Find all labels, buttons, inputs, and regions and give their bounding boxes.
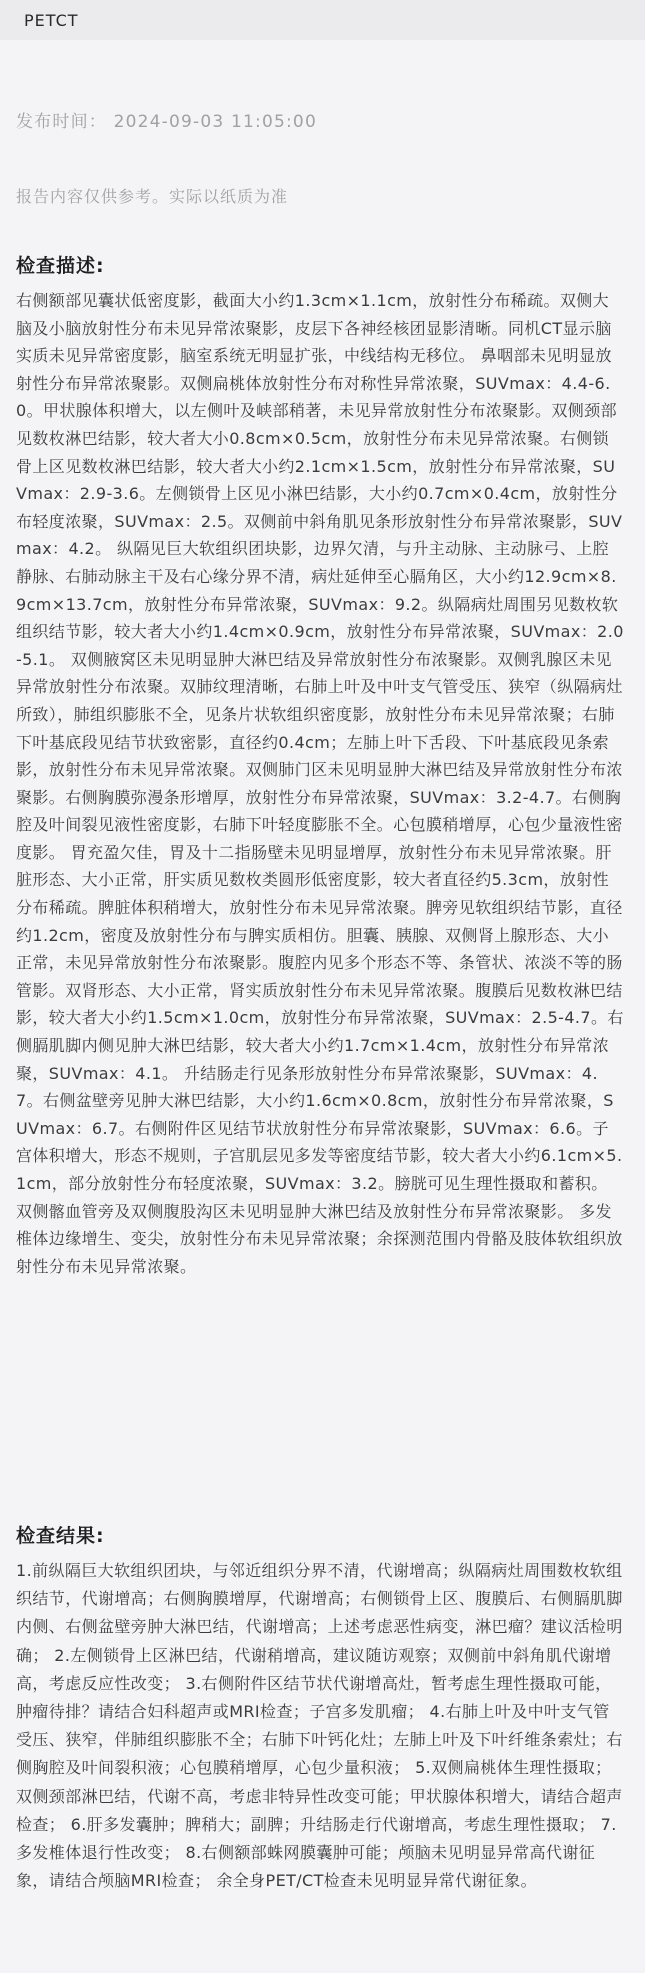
disclaimer-notice: 报告内容仅供参考。实际以纸质为准 (16, 187, 289, 206)
description-title: 检查描述: (16, 255, 105, 277)
top-header (0, 0, 645, 40)
publish-time: 发布时间： 2024-09-03 11:05:00 (16, 112, 317, 132)
page-title: PETCT (24, 11, 79, 30)
result-title: 检查结果: (16, 1525, 105, 1547)
description-text: 右侧额部见囊状低密度影，截面大小约1.3cm×1.1cm，放射性分布稀疏。双侧大脑及小脑放射性分布未见异常浓聚影，皮层下各神经核团显影清晰。同机CT显示脑实质未见异常密度影，脑室系统无明显扩张，中线结构无移位。 鼻咽部未见明显放射性分布异常浓聚影。双侧扁桃体放射性分布对称性异常浓聚，SUVmax：4.4-6.0。甲状腺体积增大，以左侧叶及峡部稍著，未见异常放射性分布浓聚影。双侧颈部见数枚淋巴结影，较大者大小0.8cm×0.5cm，放射性分布未见异常浓聚。右侧锁骨上区见数枚淋巴结影，较大者大小约2.1cm×1.5cm，放射性分布异常浓聚，SUVmax：2.9-3.6。左侧锁骨上区见小淋巴结影，大小约0.7cm×0.4cm，放射性分布轻度浓聚，SUVmax：2.5。双侧前中斜角肌见条形放射性分布异常浓聚影，SUVmax：4.2。 纵隔见巨大软组织团块影，边界欠清，与升主动脉、主动脉弓、上腔静脉、右肺动脉主干及右心缘分界不清，病灶延伸至心膈角区，大小约12.9cm×8.9cm×13.7cm，放射性分布异常浓聚，SUVmax：9.2。纵隔病灶周围另见数枚软组织结节影，较大者大小约1.4cm×0.9cm，放射性分布异常浓聚，SUVmax：2.0-5.1。 双侧腋窝区未见明显肿大淋巴结及异常放射性分布浓聚影。双侧乳腺区未见异常放射性分布浓聚。双肺纹理清晰，右肺上叶及中叶支气管受压、狭窄（纵隔病灶所致），肺组织膨胀不全，见条片状软组织密度影，放射性分布未见异常浓聚；右肺下叶基底段见结节状致密影，直径约0.4cm；左肺上叶下舌段、下叶基底段见条索影，放射性分布未见异常浓聚。双侧肺门区未见明显肿大淋巴结及异常放射性分布浓聚影。右侧胸膜弥漫条形增厚，放射性分布异常浓聚，SUVmax：3.2-4.7。右侧胸腔及叶间裂见液性密度影，右肺下叶轻度膨胀不全。心包膜稍增厚，心包少量液性密度影。 胃充盈欠佳，胃及十二指肠壁未见明显增厚，放射性分布未见异常浓聚。肝脏形态、大小正常，肝实质见数枚类圆形低密度影，较大者直径约5.3cm，放射性分布稀疏。脾脏体积稍增大，放射性分布未见异常浓聚。脾旁见软组织结节影，直径约1.2cm，密度及放射性分布与脾实质相仿。胆囊、胰腺、双侧肾上腺形态、大小正常，未见异常放射性分布浓聚影。腹腔内见多个形态不等、条管状、浓淡不等的肠管影。双肾形态、大小正常，肾实质放射性分布未见异常浓聚。腹膜后见数枚淋巴结影，较大者大小约1.5cm×1.0cm，放射性分布异常浓聚，SUVmax：2.5-4.7。右侧膈肌脚内侧见肿大淋巴结影，较大者大小约1.7cm×1.4cm，放射性分布异常浓聚，SUVmax：4.1。 升结肠走行见条形放射性分布异常浓聚影，SUVmax：4.7。右侧盆壁旁见肿大淋巴结影，大小约1.6cm×0.8cm，放射性分布异常浓聚，SUVmax：6.7。右侧附件区见结节状放射性分布异常浓聚影，SUVmax：6.6。子宫体积增大，形态不规则，子宫肌层见多发等密度结节影，较大者大小约6.1cm×5.1cm，部分放射性分布轻度浓聚，SUVmax：3.2。膀胱可见生理性摄取和蓄积。双侧髂血管旁及双侧腹股沟区未见明显肿大淋巴结及放射性分布异常浓聚影。 多发椎体边缘增生、变尖，放射性分布未见异常浓聚；余探测范围内骨骼及肢体软组织放射性分布未见异常浓聚。 (16, 291, 624, 1276)
result-text: 1.前纵隔巨大软组织团块，与邻近组织分界不清，代谢增高；纵隔病灶周围数枚软组织结节，代谢增高；右侧胸膜增厚，代谢增高；右侧锁骨上区、腹膜后、右侧膈肌脚内侧、右侧盆壁旁肿大淋巴结，代谢增高；上述考虑恶性病变，淋巴瘤？建议活检明确； 2.左侧锁骨上区淋巴结，代谢稍增高，建议随访观察；双侧前中斜角肌代谢增高，考虑反应性改变； 3.右侧附件区结节状代谢增高灶，暂考虑生理性摄取可能，肿瘤待排？请结合妇科超声或MRI检查；子宫多发肌瘤； 4.右肺上叶及中叶支气管受压、狭窄，伴肺组织膨胀不全；右肺下叶钙化灶；左肺上叶及下叶纤维条索灶；右侧胸腔及叶间裂积液；心包膜稍增厚，心包少量积液； 5.双侧扁桃体生理性摄取；双侧颈部淋巴结，代谢不高，考虑非特异性改变可能；甲状腺体积增大，请结合超声检查； 6.肝多发囊肿；脾稍大；副脾；升结肠走行代谢增高，考虑生理性摄取； 7.多发椎体退行性改变； 8.右侧额部蛛网膜囊肿可能；颅脑未见明显异常高代谢征象，请结合颅脑MRI检查； 余全身PET/CT检查未见明显异常代谢征象。 (16, 1561, 623, 1891)
report-content (0, 225, 645, 1973)
report-meta (0, 40, 645, 225)
